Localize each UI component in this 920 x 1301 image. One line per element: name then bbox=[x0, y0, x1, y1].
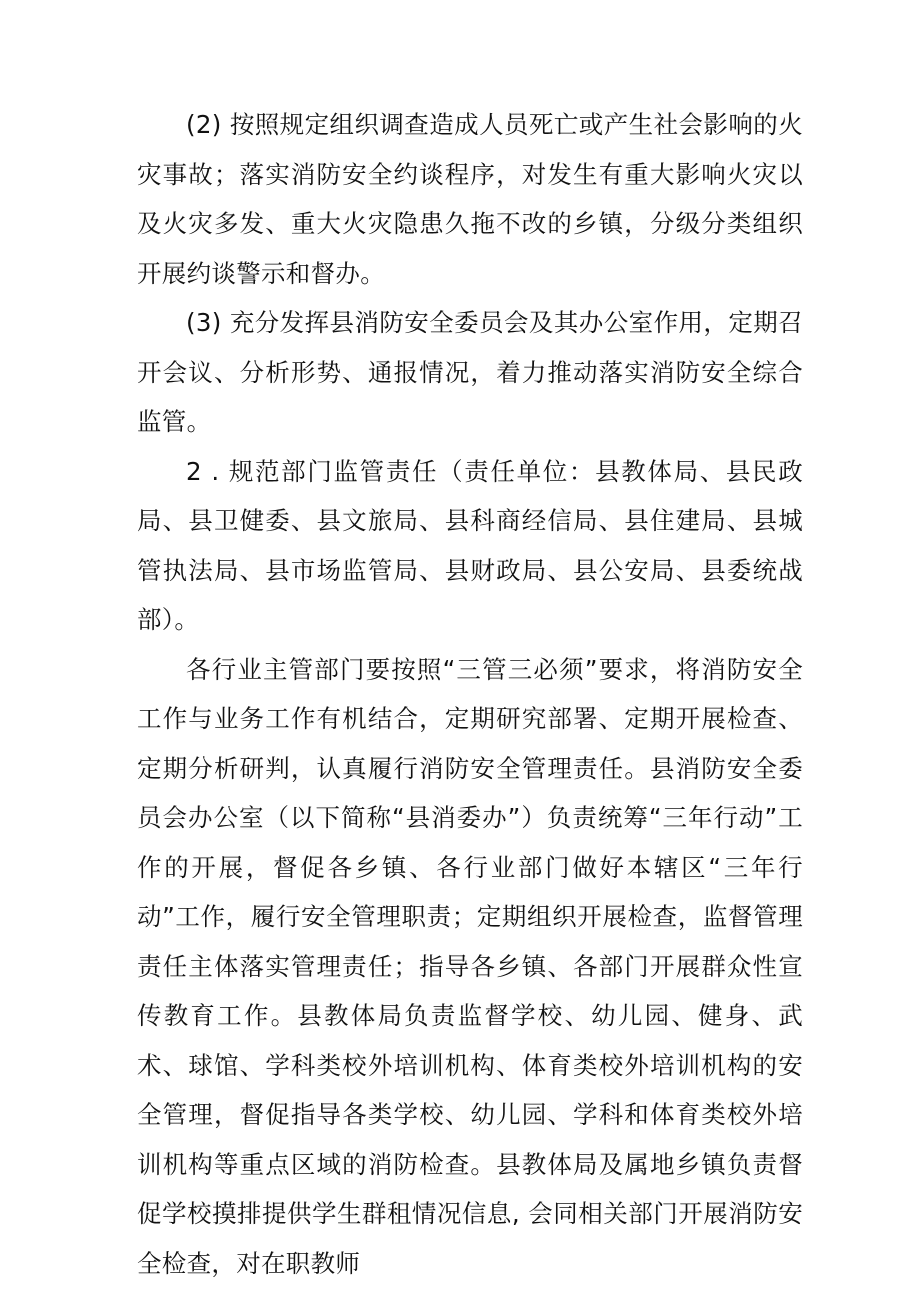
document-body bbox=[137, 100, 803, 1288]
paragraph-body: 各行业主管部门要按照“三管三必须”要求，将消防安全工作与业务工作有机结合，定期研究部署、定期开展检查、定期分析研判，认真履行消防安全管理责任。县消防安全委员会办公室（以下简称“县消委办”）负责统筹“三年行动”工作的开展，督促各乡镇、各行业部门做好本辖区“三年行动”工作，履行安全管理职责；定期组织开展检查，监督管理责任主体落实管理责任；指导各乡镇、各部门开展群众性宣传教育工作。县教体局负责监督学校、幼儿园、健身、武术、球馆、学科类校外培训机构、体育类校外培训机构的安全管理，督促指导各类学校、幼儿园、学科和体育类校外培训机构等重点区域的消防检查。县教体局及属地乡镇负责督促学校摸排提供学生群租情况信息, 会同相关部门开展消防安全检查，对在职教师 bbox=[137, 654, 803, 1278]
paragraph-item-3: (3) 充分发挥县消防安全委员会及其办公室作用，定期召开会议、分析形势、通报情况，着力推动落实消防安全综合监管。 bbox=[137, 308, 803, 436]
paragraph-item-2: (2) 按照规定组织调查造成人员死亡或产生社会影响的火灾事故；落实消防安全约谈程序，对发生有重大影响火灾以及火灾多发、重大火灾隐患久拖不改的乡镇，分级分类组织开展约谈警示和督办。 bbox=[137, 110, 803, 288]
section-heading-2: 2 . 规范部门监管责任（责任单位：县教体局、县民政局、县卫健委、县文旅局、县科商经信局、县住建局、县城管执法局、县市场监管局、县财政局、县公安局、县委统战部）。 bbox=[137, 456, 803, 634]
